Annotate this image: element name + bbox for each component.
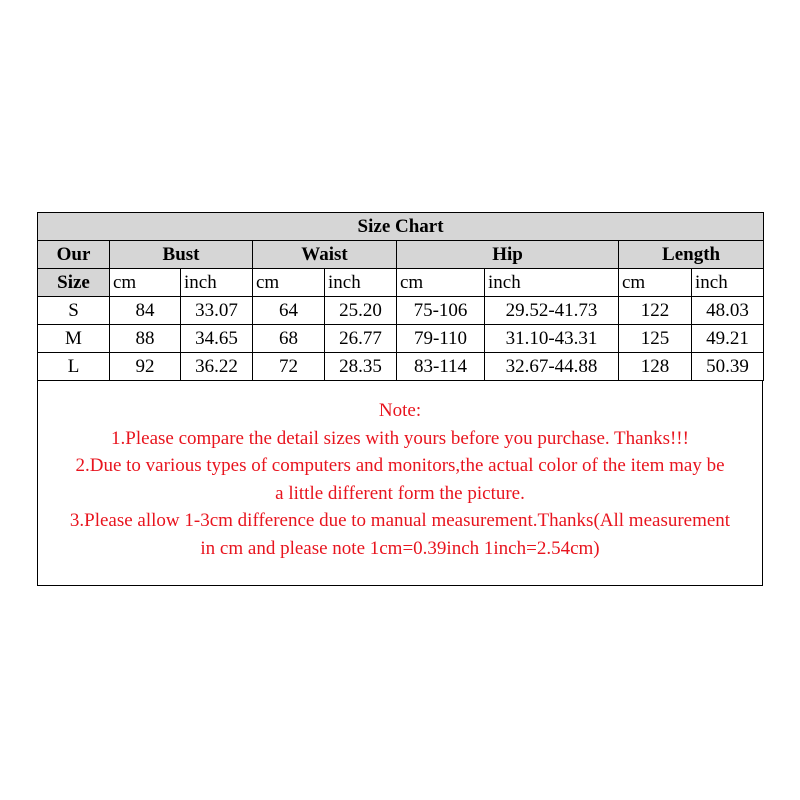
note-line: a little different form the picture. [275,482,525,504]
table-cell: 25.20 [325,297,397,325]
unit-cell: inch [325,269,397,297]
table-row [38,353,764,381]
header-hip: Hip [397,241,619,269]
table-cell: 68 [253,325,325,353]
table-row [38,297,764,325]
table-cell: 84 [110,297,181,325]
unit-cell: cm [397,269,485,297]
header-waist: Waist [253,241,397,269]
size-table [37,212,764,381]
table-cell: 28.35 [325,353,397,381]
table-cell: 79-110 [397,325,485,353]
header-length: Length [619,241,764,269]
table-cell: 48.03 [692,297,764,325]
table-cell: 34.65 [181,325,253,353]
unit-cell: inch [485,269,619,297]
table-cell: 36.22 [181,353,253,381]
unit-cell: cm [253,269,325,297]
unit-cell: inch [181,269,253,297]
table-cell: 64 [253,297,325,325]
table-cell: 83-114 [397,353,485,381]
table-row [38,325,764,353]
table-cell: 88 [110,325,181,353]
table-cell: 122 [619,297,692,325]
table-cell: 50.39 [692,353,764,381]
header-bust: Bust [110,241,253,269]
table-cell: 75-106 [397,297,485,325]
note-line: 3.Please allow 1-3cm difference due to manual measurement.Thanks(All measurement [69,510,731,531]
size-label: L [38,353,110,381]
size-label: S [38,297,110,325]
table-cell: 31.10-43.31 [485,325,619,353]
table-cell: 128 [619,353,692,381]
chart-title: Size Chart [38,213,764,241]
table-cell: 26.77 [325,325,397,353]
table-cell: 32.67-44.88 [485,353,619,381]
table-cell: 33.07 [181,297,253,325]
note-line: in cm and please note 1cm=0.39inch 1inch=2.54cm) [200,537,600,559]
size-label: M [38,325,110,353]
table-cell: 29.52-41.73 [485,297,619,325]
notes-panel [37,381,763,586]
table-cell: 92 [110,353,181,381]
unit-cell: inch [692,269,764,297]
header-our: Our [38,241,110,269]
note-line: 2.Due to various types of computers and monitors,the actual color of the item may be [75,455,725,476]
header-size: Size [38,269,110,297]
unit-cell: cm [619,269,692,297]
table-cell: 125 [619,325,692,353]
size-chart [37,212,763,586]
notes-heading: Note: [378,400,422,421]
unit-cell: cm [110,269,181,297]
table-cell: 49.21 [692,325,764,353]
note-line: 1.Please compare the detail sizes with yours before you purchase. Thanks!!! [111,427,689,449]
table-cell: 72 [253,353,325,381]
